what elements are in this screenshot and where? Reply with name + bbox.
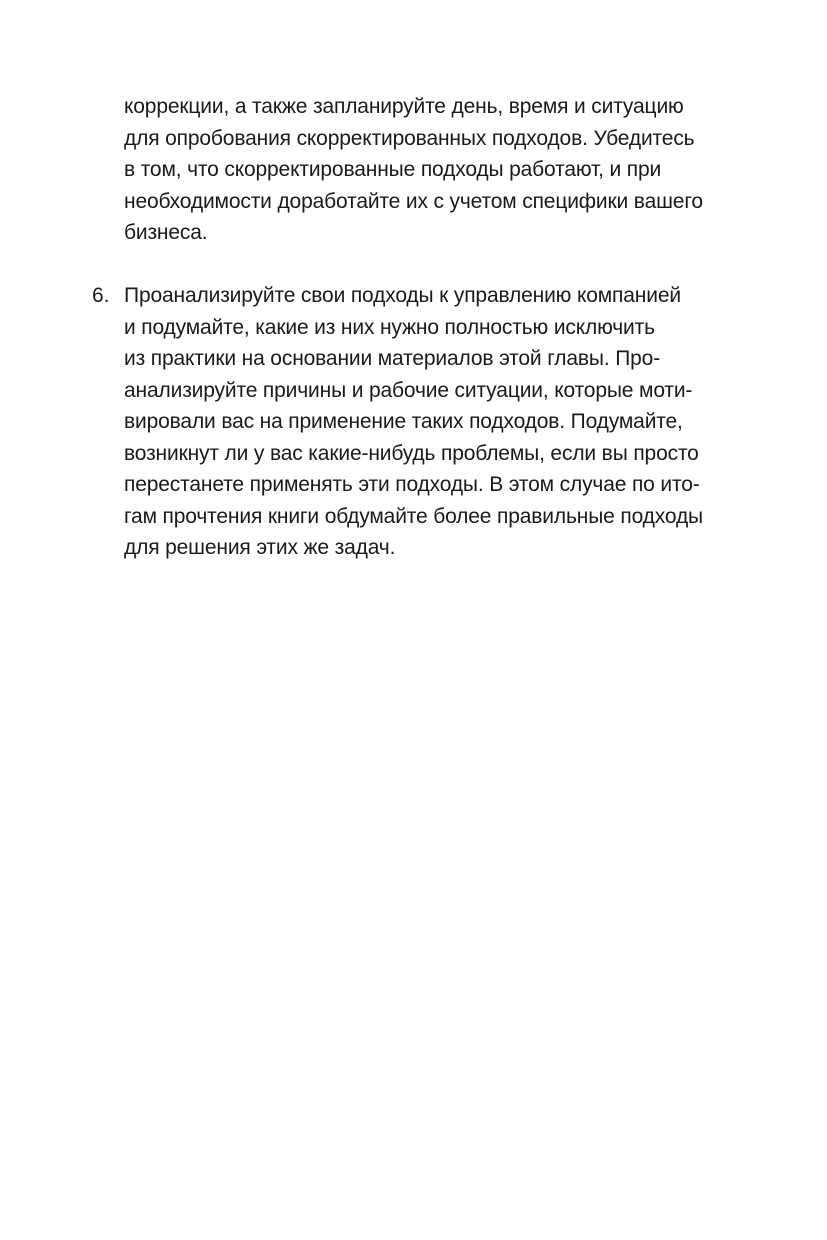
text-line: возникнут ли у вас какие-нибудь проблемы, если вы просто [124, 441, 699, 465]
text-line: бизнеса. [124, 221, 208, 244]
list-item-continuation [124, 91, 764, 249]
text-line: Проанализируйте свои подходы к управлению компанией [124, 284, 681, 307]
text-line: анализируйте причины и рабочие ситуации, которые моти- [124, 378, 693, 402]
text-line: вировали вас на применение таких подходов. Подумайте, [124, 410, 683, 433]
text-line: для опробования скорректированных подходов. Убедитесь [124, 126, 695, 150]
text-line: в том, что скорректированные подходы работают, и при [124, 158, 662, 181]
text-line: и подумайте, какие из них нужно полностью исключить [124, 315, 655, 339]
text-line: необходимости доработайте их с учетом специфики вашего [124, 189, 703, 213]
list-item-number: 6. [92, 284, 110, 307]
text-line: коррекции, а также запланируйте день, время и ситуацию [124, 95, 684, 118]
text-line: из практики на основании материалов этой главы. Про- [124, 347, 661, 370]
text-line: перестанете применять эти подходы. В этом случае по ито- [124, 473, 700, 496]
text-line: гам прочтения книги обдумайте более правильные подходы [124, 504, 703, 528]
list-item-6 [92, 280, 764, 564]
text-line: для решения этих же задач. [124, 536, 396, 559]
